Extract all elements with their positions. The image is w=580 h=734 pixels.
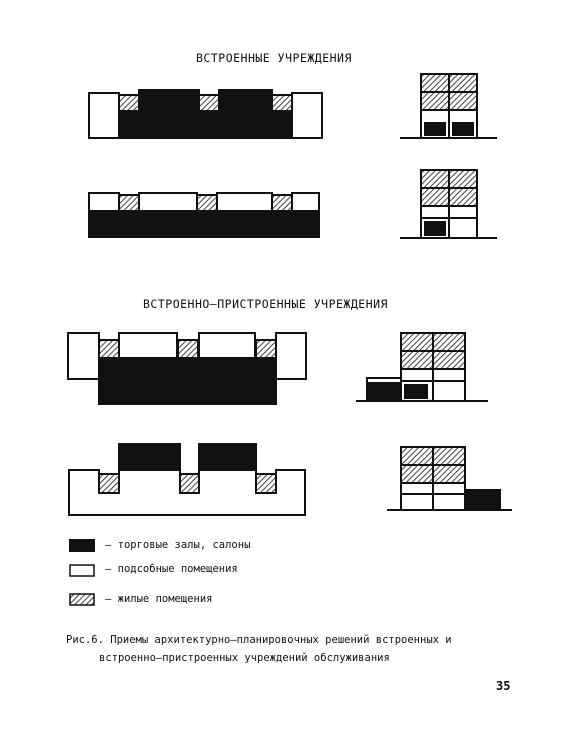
title-builtin: ВСТРОЕННЫЕ УЧРЕЖДЕНИЯ	[196, 51, 352, 65]
plan-builtin-2	[89, 193, 319, 237]
figure-caption-line1: Рис.6. Приемы архитектурно–планировочных решений встроенных и	[66, 634, 452, 646]
legend-label-residential: – жилые помещения	[105, 593, 213, 605]
section-attached-2	[387, 447, 512, 510]
plan-builtin-1	[89, 90, 322, 138]
plan-attached-2	[69, 444, 305, 515]
legend-swatch-commercial	[70, 540, 94, 551]
legend-label-auxiliary: – подсобные помещения	[105, 563, 238, 575]
section-builtin-1	[400, 74, 497, 138]
page-number: 35	[496, 679, 511, 693]
section-builtin-2	[400, 170, 497, 238]
legend-swatch-residential	[70, 594, 94, 605]
legend-swatch-auxiliary	[70, 565, 94, 576]
legend-label-commercial: – торговые залы, салоны	[105, 539, 251, 551]
section-attached-1	[356, 333, 488, 401]
plan-attached-1	[68, 333, 306, 404]
figure-caption-line2: встроенно–пристроенных учреждений обслуживания	[99, 652, 390, 664]
title-attached: ВСТРОЕННО–ПРИСТРОЕННЫЕ УЧРЕЖДЕНИЯ	[143, 297, 388, 311]
